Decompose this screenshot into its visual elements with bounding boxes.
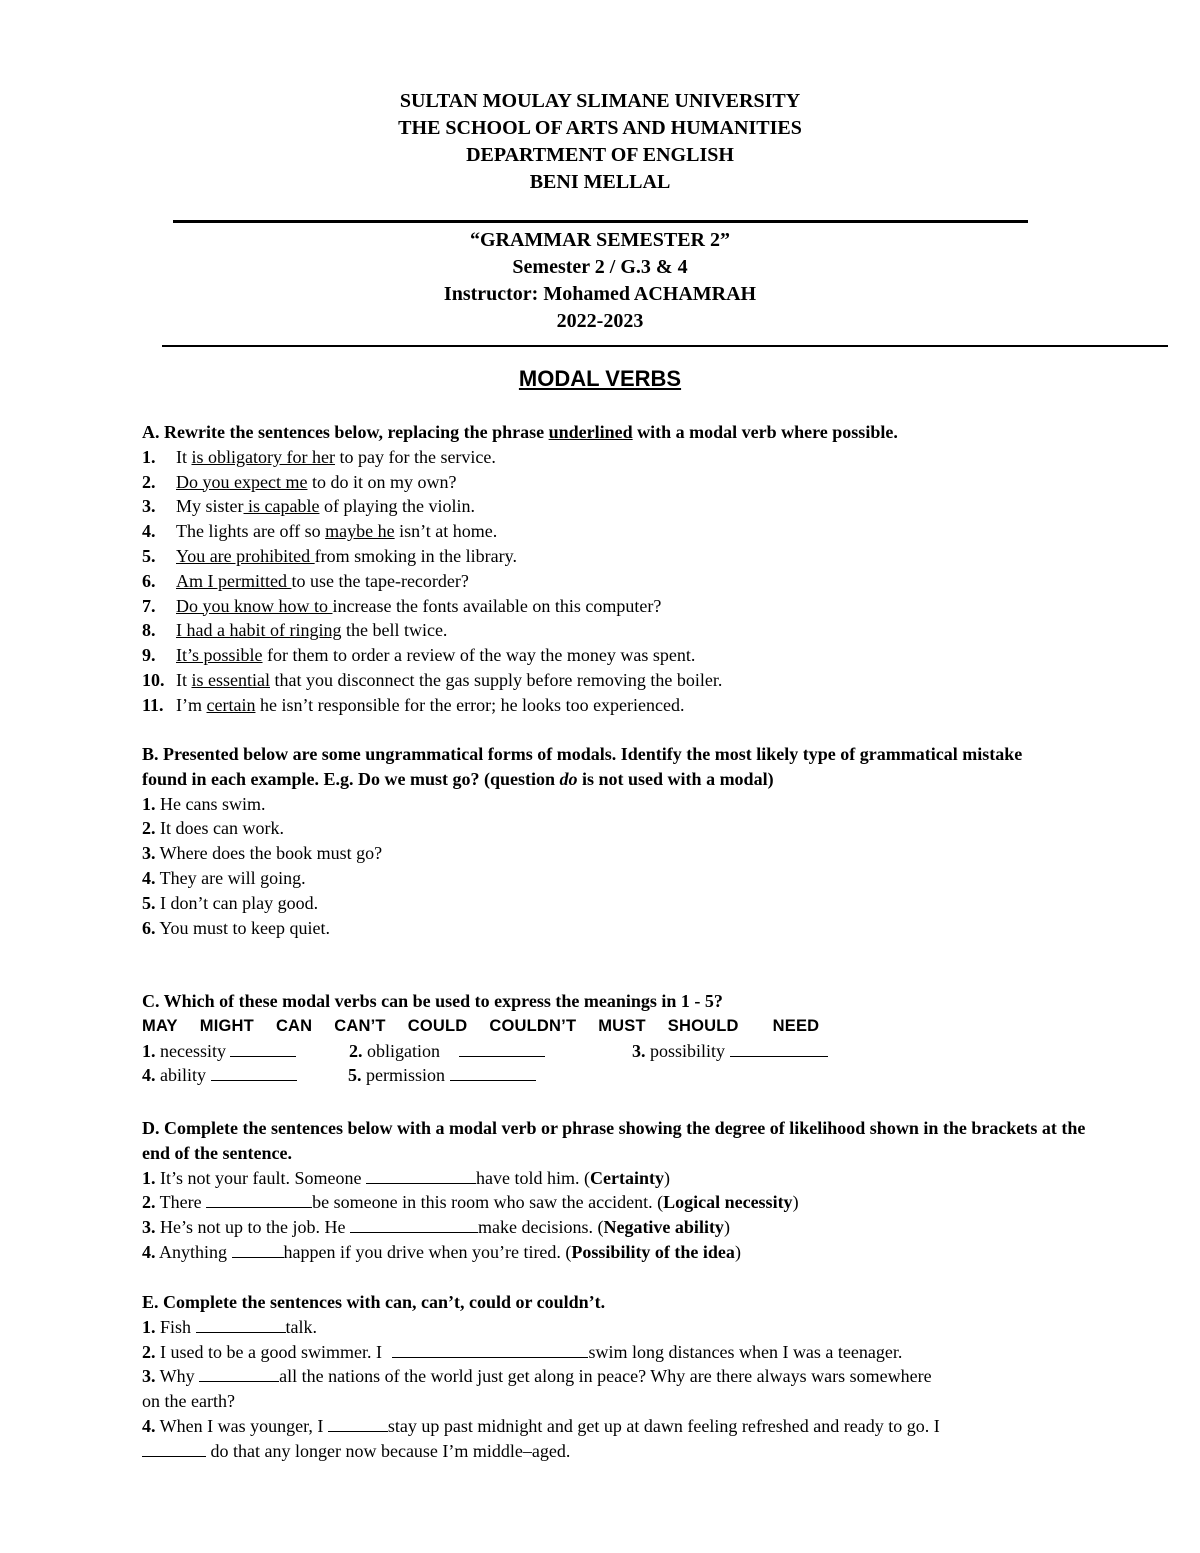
meaning-row — [142, 1039, 1102, 1064]
city-name: BENI MELLAL — [529, 171, 671, 193]
list-item: 7. Do you know how to increase the fonts available on this computer? — [142, 595, 662, 616]
answer-blank — [206, 1191, 312, 1208]
answer-blank — [450, 1064, 536, 1081]
answer-blank — [730, 1040, 828, 1057]
list-item: 8. I had a habit of ringing the bell twice. — [142, 620, 448, 641]
school-name: THE SCHOOL OF ARTS AND HUMANITIES — [398, 117, 802, 139]
modal-verb: SHOULD — [667, 1016, 739, 1035]
section-b-question: B. Presented below are some ungrammatical forms of modals. Identify the most likely type of grammatical mistake found in each example. E.g. Do we must go? (question do is not used with a modal) — [142, 744, 1023, 789]
section-d-question: D. Complete the sentences below with a modal verb or phrase showing the degree of likelihood shown in the brackets at the end of the sentence. — [142, 1118, 1086, 1163]
modal-verb: CAN — [275, 1016, 313, 1035]
section-b — [142, 742, 1042, 940]
list-item: 4. When I was younger, I stay up past midnight and get up at dawn feeling refreshed and ready to go. I — [142, 1415, 940, 1436]
answer-blank — [232, 1241, 284, 1258]
list-item: 3. My sister is capable of playing the violin. — [142, 496, 475, 517]
meaning-item: 5. permission — [348, 1063, 536, 1088]
list-item: 5. You are prohibited from smoking in the library. — [142, 545, 517, 566]
list-item: 4. Anything happen if you drive when you’re tired. (Possibility of the idea) — [142, 1241, 741, 1262]
semester-group: Semester 2 / G.3 & 4 — [512, 256, 688, 278]
modal-verb-list — [142, 1014, 1102, 1039]
meaning-item: 2. obligation — [349, 1039, 632, 1064]
instructor-name: Instructor: Mohamed ACHAMRAH — [443, 283, 757, 305]
department-name: DEPARTMENT OF ENGLISH — [466, 144, 734, 166]
modal-verb: MAY — [142, 1016, 178, 1035]
meaning-item: 4. ability — [142, 1063, 348, 1088]
page-title: MODAL VERBS — [518, 366, 682, 391]
section-b-list — [142, 792, 1042, 941]
list-item: 1. It is obligatory for her to pay for the service. — [142, 446, 496, 467]
section-e — [142, 1290, 1102, 1464]
modal-verb: NEED — [772, 1016, 820, 1035]
list-item: 6. Am I permitted to use the tape-recorder? — [142, 570, 469, 591]
list-item-continuation: on the earth? — [142, 1391, 235, 1412]
section-a-list — [142, 445, 1102, 718]
meaning-row — [142, 1063, 1102, 1088]
list-item: 5. I don’t can play good. — [142, 892, 319, 913]
list-item: 2. Do you expect me to do it on my own? — [142, 471, 457, 492]
list-item: 2. I used to be a good swimmer. I swim long distances when I was a teenager. — [142, 1341, 903, 1362]
list-item: 2. There be someone in this room who saw the accident. (Logical necessity) — [142, 1192, 799, 1213]
list-item: 1. Fish talk. — [142, 1316, 318, 1337]
academic-year: 2022-2023 — [556, 310, 644, 332]
answer-blank — [211, 1064, 297, 1081]
answer-blank — [142, 1440, 206, 1457]
list-item: 1. He cans swim. — [142, 793, 266, 814]
section-e-question: E. Complete the sentences with can, can’t, could or couldn’t. — [142, 1292, 606, 1312]
answer-blank — [230, 1040, 296, 1057]
modal-verb: MUST — [598, 1016, 646, 1035]
list-item: 9. It’s possible for them to order a review of the way the money was spent. — [142, 645, 696, 666]
meaning-item: 3. possibility — [632, 1039, 828, 1064]
modal-verb: COULDN’T — [489, 1016, 577, 1035]
list-item: 3. Where does the book must go? — [142, 843, 383, 864]
modal-verb: MIGHT — [199, 1016, 254, 1035]
list-item: 11. I’m certain he isn’t responsible for the error; he looks too experienced. — [142, 694, 685, 715]
section-d — [142, 1116, 1092, 1265]
meaning-item: 1. necessity — [142, 1039, 349, 1064]
modal-verb: CAN’T — [334, 1016, 386, 1035]
answer-blank — [328, 1415, 388, 1432]
answer-blank — [196, 1316, 286, 1333]
answer-blank — [366, 1167, 476, 1184]
section-a — [142, 420, 1102, 718]
answer-blank — [459, 1040, 545, 1057]
list-item-continuation: do that any longer now because I’m middle–aged. — [142, 1439, 1102, 1464]
answer-blank — [392, 1341, 588, 1358]
list-item: 2. It does can work. — [142, 818, 284, 839]
course-name: “GRAMMAR SEMESTER 2” — [469, 229, 730, 251]
answer-blank — [199, 1365, 279, 1382]
header-divider-bottom — [162, 345, 1168, 347]
section-a-question: A. Rewrite the sentences below, replacing the phrase underlined with a modal verb where possible. — [142, 422, 898, 442]
list-item: 6. You must to keep quiet. — [142, 917, 331, 938]
modal-verb: COULD — [407, 1016, 468, 1035]
section-c-question: C. Which of these modal verbs can be used to express the meanings in 1 - 5? — [142, 991, 723, 1011]
university-name: SULTAN MOULAY SLIMANE UNIVERSITY — [399, 90, 801, 112]
section-c — [142, 989, 1102, 1088]
header-divider-top — [173, 220, 1028, 223]
list-item: 3. He’s not up to the job. He make decisions. (Negative ability) — [142, 1217, 730, 1238]
list-item: 4. They are will going. — [142, 867, 306, 888]
list-item: 10. It is essential that you disconnect the gas supply before removing the boiler. — [142, 669, 723, 690]
list-item: 4. The lights are off so maybe he isn’t at home. — [142, 521, 498, 542]
list-item: 3. Why all the nations of the world just get along in peace? Why are there always wars somewhere — [142, 1366, 932, 1387]
list-item: 1. It’s not your fault. Someone have told him. (Certainty) — [142, 1167, 670, 1188]
answer-blank — [350, 1216, 478, 1233]
